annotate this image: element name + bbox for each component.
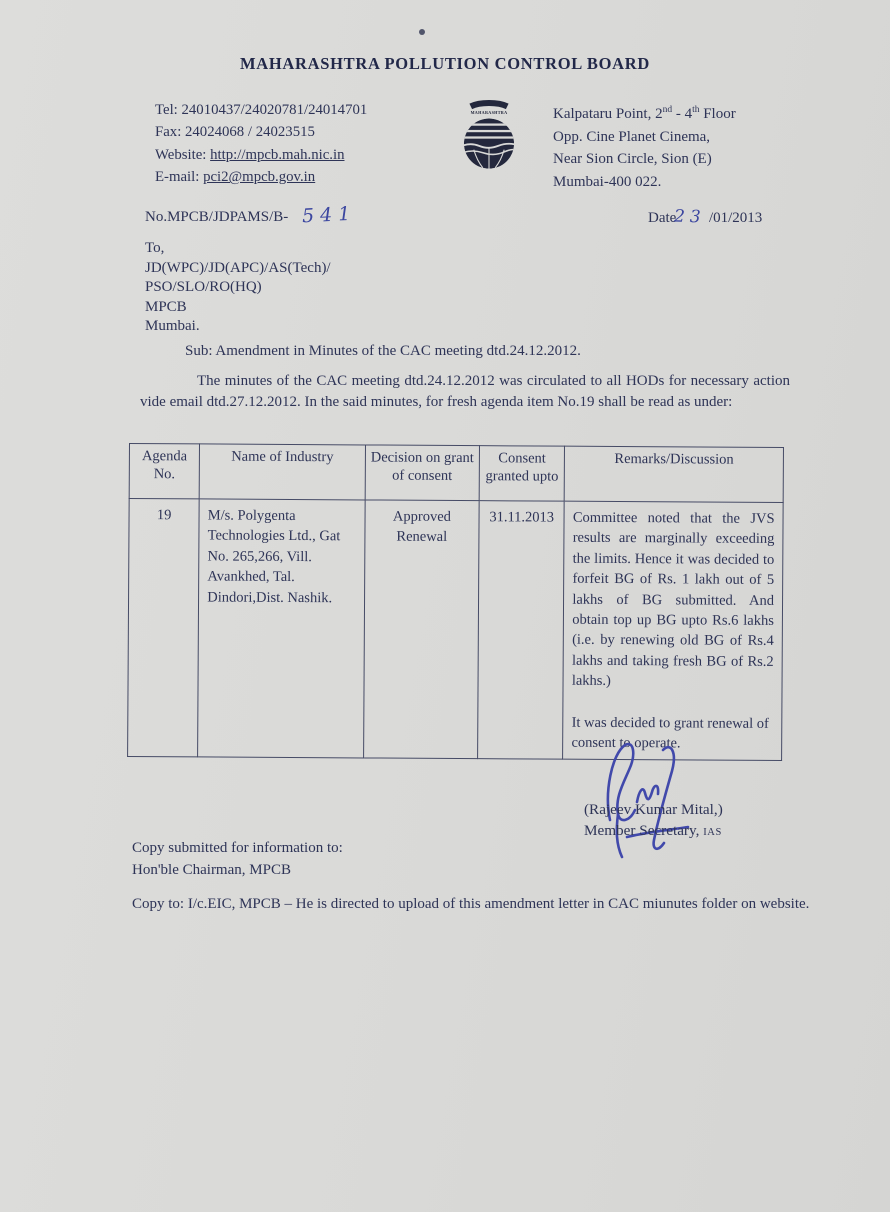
website-line <box>155 144 367 166</box>
address-line-1 <box>553 99 736 126</box>
copy-info-recipient: Hon'ble Chairman, MPCB <box>132 861 291 878</box>
copy-info-block <box>132 838 343 881</box>
signatory-designation-line <box>584 820 723 843</box>
table-header-row <box>129 444 783 503</box>
subject-line: Sub: Amendment in Minutes of the CAC meeting dtd.24.12.2012. <box>185 343 581 359</box>
logo-text: MAHARASHTRA <box>470 109 508 115</box>
contact-block <box>155 99 367 189</box>
to-line: Mumbai. <box>145 318 200 335</box>
reference-label: No.MPCB/JDPAMS/B- <box>145 209 289 225</box>
address-line1-pre: Kalpataru Point, 2 <box>553 106 663 122</box>
address-line1-post: Floor <box>699 106 736 122</box>
signatory-name: (Rajeev Kumar Mital,) <box>584 801 723 818</box>
copy-to-note: Copy to: I/c.EIC, MPCB – He is directed to upload of this amendment letter in CAC miunutes folder on website. <box>132 896 810 912</box>
address-line-4: Mumbai-400 022. <box>553 173 662 190</box>
to-line: JD(WPC)/JD(APC)/AS(Tech)/ <box>145 259 331 276</box>
fax-line: Fax: 24024068 / 24023515 <box>155 124 315 141</box>
org-title: MAHARASHTRA POLLUTION CONTROL BOARD <box>239 54 650 73</box>
col-header-remarks: Remarks/Discussion <box>564 446 783 502</box>
email-line <box>155 166 367 188</box>
cell-remarks <box>563 501 783 761</box>
to-line: To, <box>145 240 165 256</box>
recipient-block <box>145 239 331 337</box>
email-link[interactable]: pci2@mpcb.gov.in <box>203 169 316 186</box>
signature-block <box>584 799 723 843</box>
date-rest: /01/2013 <box>708 210 763 226</box>
signatory-designation: Member Secretary, <box>584 822 700 839</box>
signatory-designation-suffix: IAS <box>703 827 722 838</box>
address-line-3: Near Sion Circle, Sion (E) <box>553 151 712 168</box>
agenda-table-wrap <box>127 443 784 761</box>
reference-line <box>145 204 357 226</box>
col-header-industry: Name of Industry <box>199 444 365 500</box>
scan-dot-artifact <box>419 29 425 35</box>
col-header-decision: Decision on grant of consent <box>365 445 480 501</box>
col-header-consent-upto: Consent granted upto <box>479 446 565 502</box>
table-row <box>128 499 784 761</box>
remarks-paragraph-2: It was decided to grant renewal of consent to operate. <box>571 714 769 752</box>
to-line: MPCB <box>145 298 187 315</box>
remarks-paragraph-1: Committee noted that the JVS results are marginally exceeding the limits. Hence it was decided to forfeit BG of Rs. 1 lakh out of 5 lakhs of BG submitted. And obtain top up BG upto Rs.6 lakhs (i.e. by renewing old BG of Rs.4 lakhs and taking fresh BG of Rs.2 lakhs.) <box>571 509 775 690</box>
mpcb-logo <box>451 97 527 175</box>
copy-info-label: Copy submitted for information to: <box>132 840 343 856</box>
mpcb-logo-graphic <box>451 97 527 175</box>
address-block <box>553 99 736 193</box>
date-line <box>648 207 762 227</box>
floor-ordinal-sup: nd <box>662 105 673 115</box>
email-label: E-mail: <box>155 169 204 186</box>
cell-consent-upto: 31.11.2013 <box>478 501 565 760</box>
date-day-handwritten: 23 <box>673 206 707 228</box>
col-header-agenda-no: Agenda No. <box>129 444 200 499</box>
agenda-table <box>127 443 784 761</box>
reference-number-handwritten: 541 <box>301 202 358 228</box>
floor-ordinal-sup: th <box>692 105 700 115</box>
cell-industry: M/s. Polygenta Technologies Ltd., Gat No. 265,266, Vill. Avankhed, Tal. Dindori,Dist. Nashik. <box>198 499 365 758</box>
website-link[interactable]: http://mpcb.mah.nic.in <box>210 146 345 163</box>
address-line-2: Opp. Cine Planet Cinema, <box>553 128 711 145</box>
cell-agenda-no: 19 <box>128 499 200 758</box>
tel-line: Tel: 24010437/24020781/24014701 <box>155 102 368 118</box>
date-label: Date <box>648 210 677 226</box>
address-line1-mid: - 4 <box>672 106 693 122</box>
to-line: PSO/SLO/RO(HQ) <box>145 279 262 296</box>
body-paragraph: The minutes of the CAC meeting dtd.24.12.2012 was circulated to all HODs for necessary action vide email dtd.27.12.2012. In the said minutes, for fresh agenda item No.19 shall be read as under: <box>140 373 790 410</box>
cell-decision: Approved Renewal <box>363 500 479 759</box>
website-label: Website: <box>155 146 211 163</box>
